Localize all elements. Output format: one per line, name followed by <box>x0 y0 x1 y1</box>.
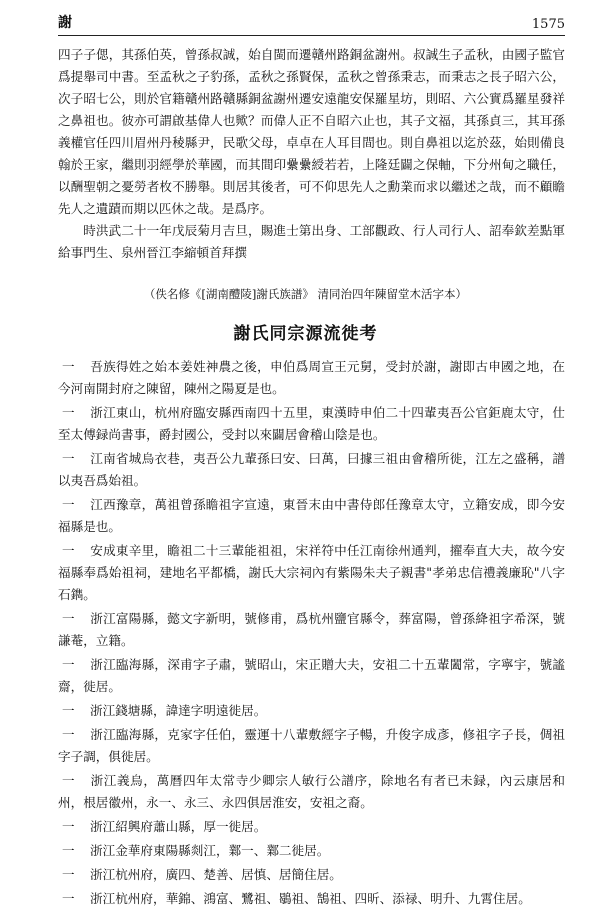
preface-paragraph: 四子子偲，其孫伯英，曾孫叔誠，始自閩而遷贛州路銅盆謝州。叔誠生子孟秋，由國子監官爲提舉司中書。至孟秋之子豹孫，孟秋之孫賢保，孟秋之曾孫秉志，而秉志之長子昭六公，次子昭七公，則於官籍贛州路贛縣銅盆謝州遷安遠龍安保羅星坊，則昭、六公實爲羅星發祥之鼻祖也。彼亦可謂啟基偉人也歟？而偉人正不自昭六止也，其子文福，其孫貞三，其耳孫義權官任四川眉州丹稜縣尹，民歌父母，卓卓在人耳目間也。則自鼻祖以迄於茲，始則備良翰於王家，繼則羽經學於華國，而其間印纍纍綬若若，上隆廷闢之保軸，下分州甸之職任，以酬聖朝之憂勞者枚不勝舉。則居其後者，可不仰思先人之勳業而求以繼述之哉，而不顧瞻先人之遺蹟而期以匹休之哉。是爲序。 <box>58 47 565 216</box>
list-item <box>58 494 565 538</box>
list-item-text: 浙江臨海縣，克家字任伯，靈運十八輩敷經字子暢，升俊字成彥，修祖字子長，倜祖字子調，俱徙居。 <box>58 727 565 764</box>
list-item <box>58 864 565 886</box>
list-dash: 一 <box>62 611 75 626</box>
list-dash: 一 <box>62 543 75 558</box>
list-item <box>58 608 565 652</box>
list-dash: 一 <box>62 657 75 672</box>
list-item-text: 江南省城烏衣巷，夷吾公九輩孫曰安、曰萬，曰據三祖由會稽所徙，江左之盛稱，譜以夷吾爲始祖。 <box>58 451 565 488</box>
list-dash: 一 <box>62 867 75 882</box>
list-dash: 一 <box>62 451 75 466</box>
list-item-text: 安成東辛里，瞻祖二十三輩能祖祖，宋祥符中任江南徐州通判，擢奉直大夫，故今安福縣奉爲始祖祠，建地名平都橋，謝氏大宗祠內有紫陽朱夫子親書"孝弟忠信禮義廉恥"八字石鐫。 <box>58 543 565 602</box>
header-surname: 謝 <box>58 15 72 31</box>
list-item <box>58 540 565 606</box>
list-item <box>58 402 565 446</box>
list-item <box>58 816 565 838</box>
list-item-text: 浙江富陽縣，懿文字新明，號修甫，爲杭州鹽官縣令，葬富陽，曾孫絳祖字希深，號謙菴，立籍。 <box>58 611 565 648</box>
list-dash: 一 <box>62 819 75 834</box>
list-item-text: 浙江金華府東陽縣剡江，鄴一、鄴二徙居。 <box>90 843 330 858</box>
list-dash: 一 <box>62 891 75 906</box>
list-item-text: 浙江紹興府蕭山縣，厚一徙居。 <box>90 819 267 834</box>
list-item-text: 浙江杭州府，廣四、楚善、居慎、居簡住居。 <box>90 867 342 882</box>
list-item-text: 浙江東山，杭州府臨安縣西南四十五里，東漢時申伯二十四輩夷吾公官鉅鹿太守，仕至太傅録尚書事，爵封國公，受封以來闢居會稽山陰是也。 <box>58 405 565 442</box>
list-dash: 一 <box>62 497 75 512</box>
list-item <box>58 654 565 698</box>
section-title: 謝氏同宗源流徙考 <box>233 324 378 344</box>
list-item <box>58 700 565 722</box>
list-item-text: 浙江義烏，萬曆四年太常寺少卿宗人敏行公譜序，除地名有者已未録，內云康居和州，根居徽州，永一、永三、永四俱居淮安，安祖之裔。 <box>58 773 565 810</box>
preface-signature: 時洪武二十一年戊辰菊月吉旦，賜進士第出身、工部觀政、行人司行人、詔奉欽差點軍給事門生、泉州晉江李縮頓首拜撰 <box>58 223 565 260</box>
header-rule <box>58 35 565 36</box>
list-item-text: 吾族得姓之始本姜姓神農之後，申伯爲周宣王元舅，受封於謝，謝即古申國之地，在今河南開封府之陳留，陳州之陽夏是也。 <box>58 359 565 396</box>
list-dash: 一 <box>62 359 75 374</box>
source-citation: （佚名修《[湖南醴陵]謝氏族譜》 清同治四年陳留堂木活字本） <box>143 287 468 301</box>
list-dash: 一 <box>62 703 75 718</box>
preface-continuation <box>58 44 565 264</box>
page-number: 1575 <box>531 17 565 32</box>
running-header <box>58 14 565 32</box>
list-item <box>58 770 565 814</box>
list-item-text: 浙江臨海縣，深甫字子肅，號昭山，宋正贈大夫，安祖二十五輩闔常，字寧宇，號謐齋，徙居。 <box>58 657 565 694</box>
list-item <box>58 840 565 862</box>
origin-list <box>58 356 565 912</box>
list-item <box>58 356 565 400</box>
list-item-text: 江西豫章，萬祖曾孫瞻祖字宣遠，東晉末由中書侍郎任豫章太守，立籍安成，即今安福縣是也。 <box>58 497 565 534</box>
list-dash: 一 <box>62 843 75 858</box>
list-dash: 一 <box>62 773 75 788</box>
list-item <box>58 888 565 910</box>
list-item-text: 浙江錢塘縣，諱達字明遠徙居。 <box>90 703 267 718</box>
list-item <box>58 724 565 768</box>
list-dash: 一 <box>62 727 75 742</box>
list-item <box>58 448 565 492</box>
list-item-text: 浙江杭州府，華錦、鴻富、鷺祖、鶡祖、鵠祖、四昕、添禄、明升、九霄住居。 <box>90 891 531 906</box>
list-dash: 一 <box>62 405 75 420</box>
